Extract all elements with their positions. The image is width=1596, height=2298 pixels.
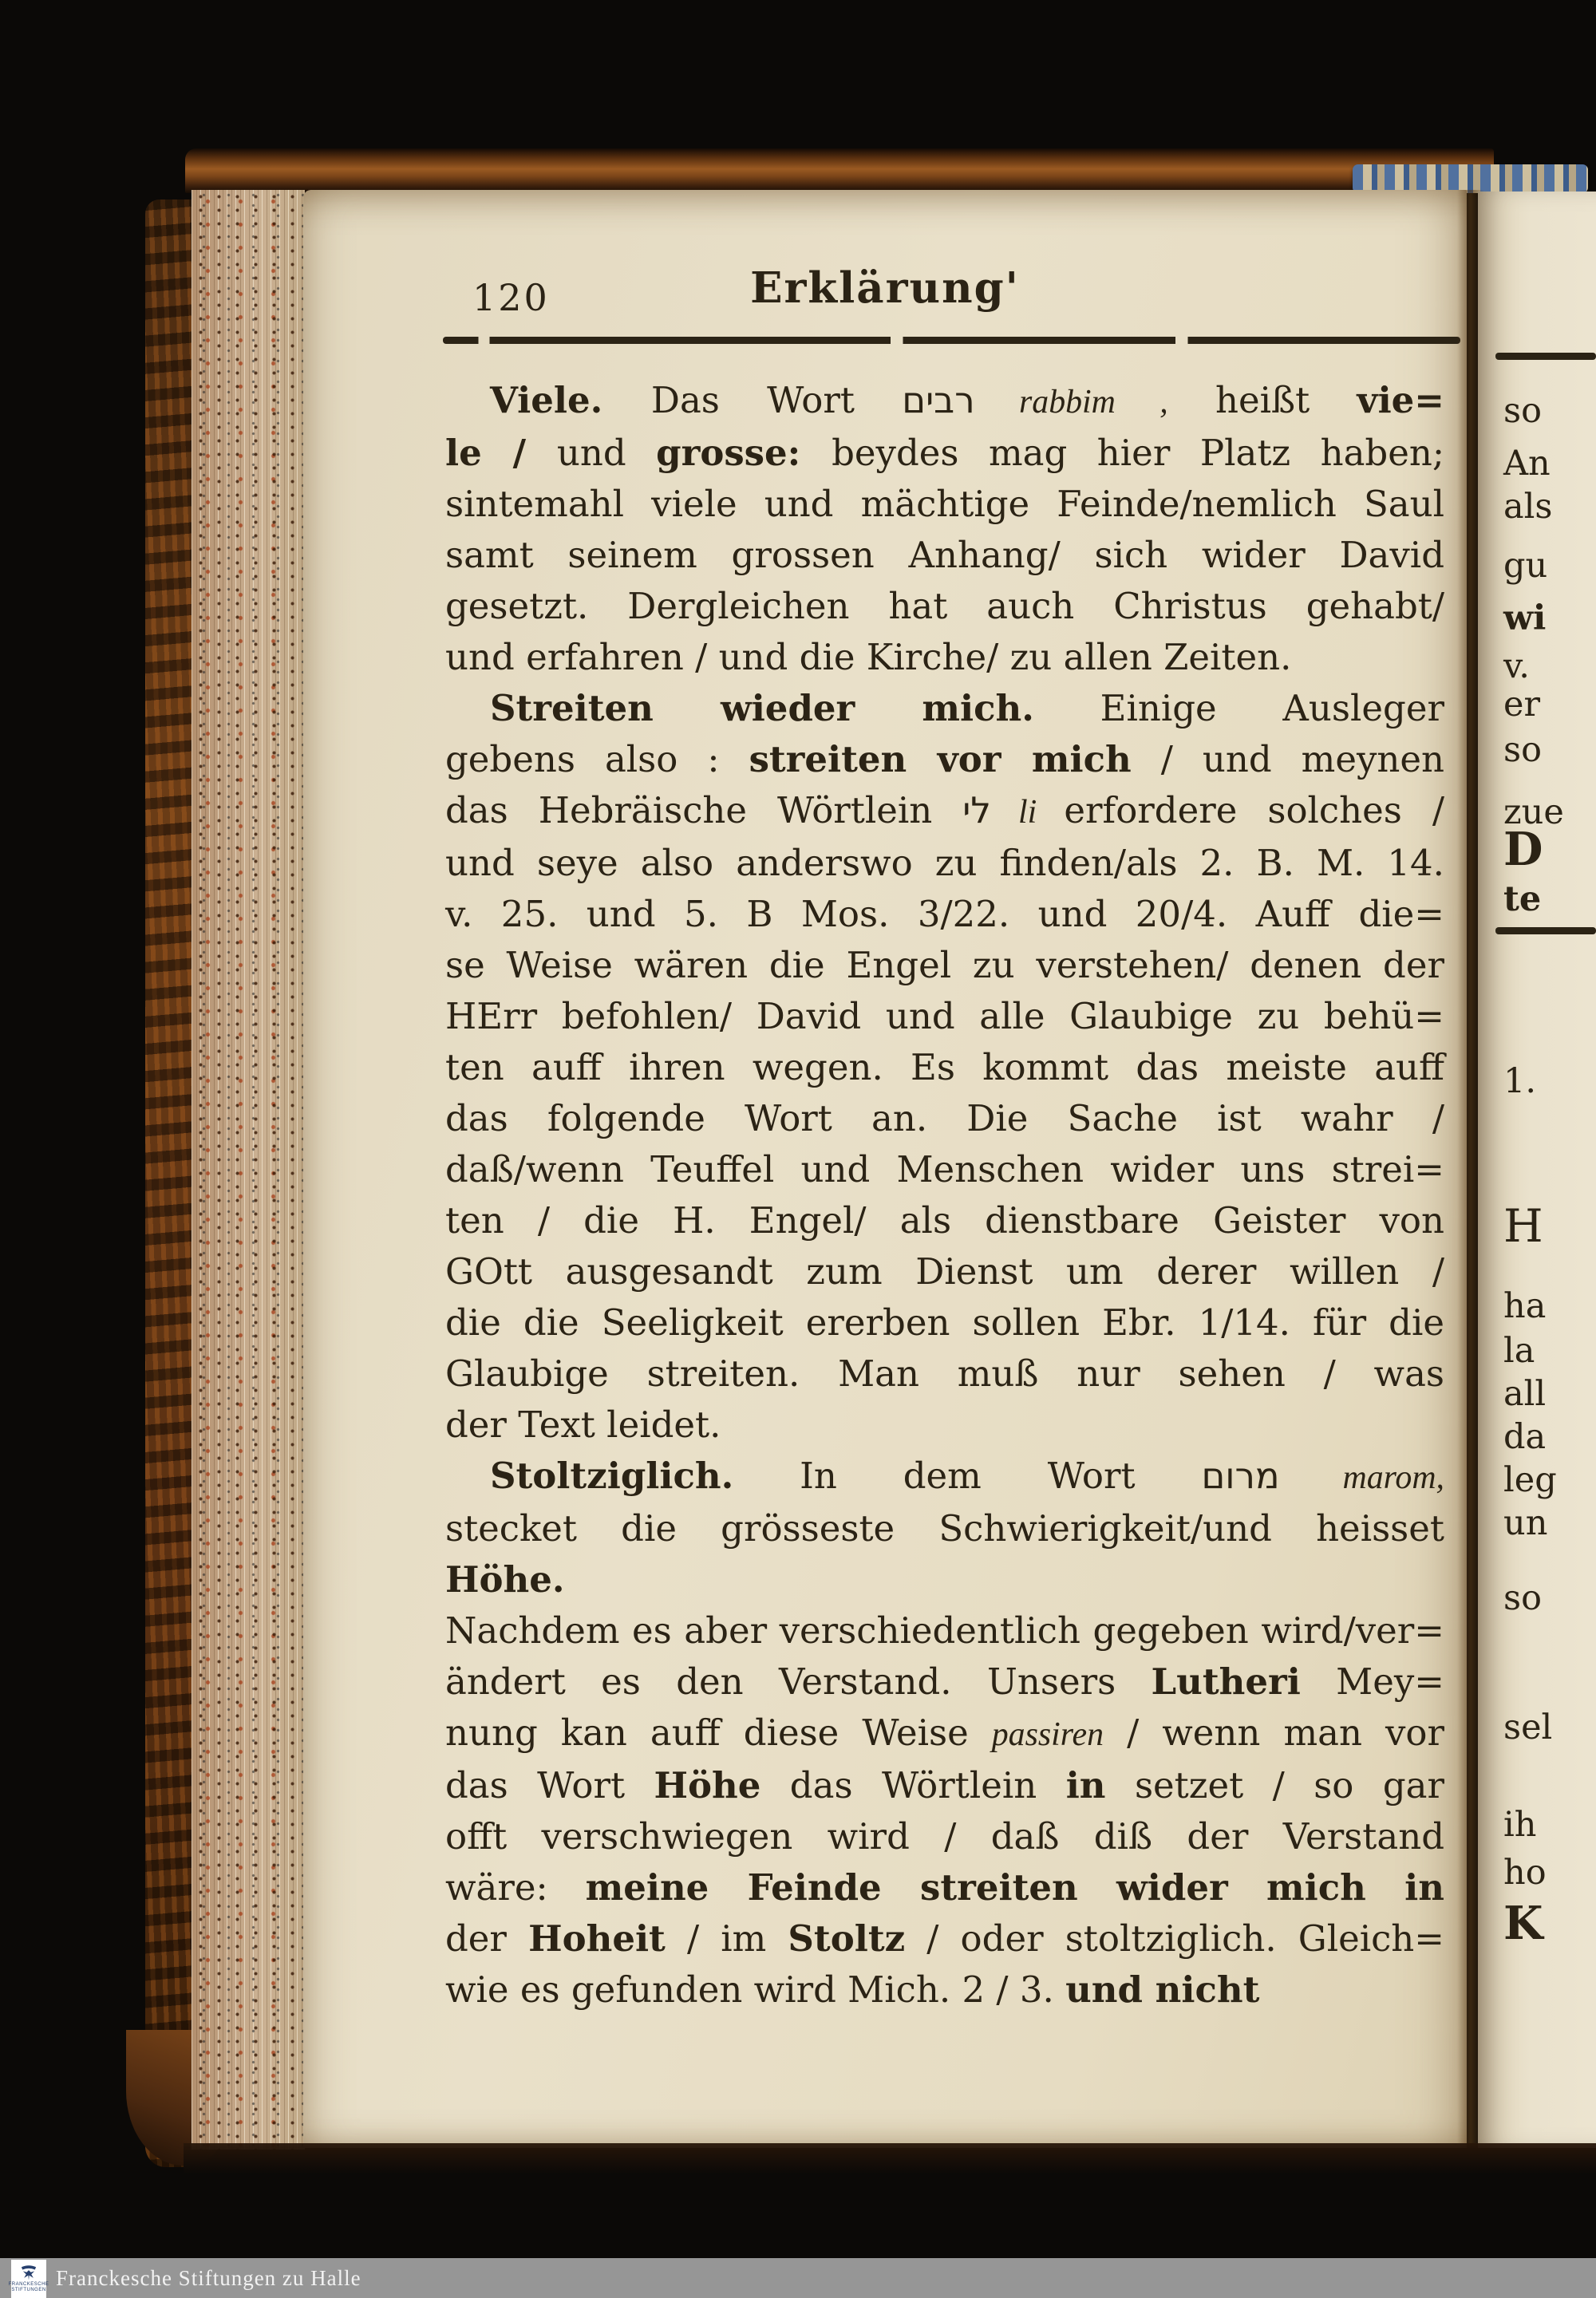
page-bottom-shadow bbox=[184, 2143, 1596, 2185]
text-line bbox=[445, 683, 1444, 734]
text-segment: der bbox=[445, 1917, 529, 1960]
partial-text-fragment: v. bbox=[1503, 646, 1530, 686]
partial-text-fragment: ih bbox=[1503, 1805, 1537, 1845]
text-segment: se Weise wären die Engel zu verstehen/ denen der bbox=[445, 944, 1444, 986]
text-segment: samt seinem grossen Anhang/ sich wider David bbox=[445, 534, 1444, 576]
left-book-page bbox=[303, 190, 1467, 2148]
text-segment: und bbox=[556, 432, 657, 474]
text-line bbox=[445, 838, 1444, 889]
text-line bbox=[445, 1348, 1444, 1400]
text-line bbox=[445, 1246, 1444, 1297]
text-line bbox=[445, 991, 1444, 1042]
text-line bbox=[445, 1503, 1444, 1605]
leather-cover-edge bbox=[145, 199, 193, 2167]
partial-text-fragment: wi bbox=[1503, 598, 1547, 638]
text-line bbox=[445, 1093, 1444, 1144]
library-watermark-bar bbox=[0, 2258, 1596, 2298]
text-line bbox=[445, 785, 1444, 838]
page-number: 120 bbox=[472, 276, 550, 319]
text-line bbox=[445, 1862, 1444, 1913]
text-segment: streiten vor mich bbox=[749, 738, 1132, 780]
partial-text-fragment: ho bbox=[1503, 1853, 1547, 1893]
text-segment: heißt bbox=[1167, 379, 1357, 421]
text-segment: Stoltz bbox=[788, 1917, 906, 1960]
text-line bbox=[445, 375, 1444, 428]
text-segment: in bbox=[1065, 1764, 1106, 1806]
text-segment: Mey= bbox=[1300, 1660, 1445, 1703]
logo-text-line1: FRANCKESCHE bbox=[8, 2282, 49, 2287]
text-segment: und erfahren / und die Kirche/ zu allen Zeiten. bbox=[445, 636, 1292, 678]
text-block bbox=[445, 375, 1444, 2016]
partial-text-fragment: als bbox=[1503, 487, 1553, 527]
partial-text-fragment: leg bbox=[1503, 1460, 1557, 1500]
text-segment: Das Wort bbox=[650, 379, 903, 421]
text-line bbox=[445, 1708, 1444, 1760]
partial-text-fragment: un bbox=[1503, 1503, 1548, 1543]
text-line bbox=[445, 1144, 1444, 1195]
partial-text-fragment: so bbox=[1503, 730, 1542, 770]
text-line bbox=[445, 1400, 1444, 1451]
hebrew-word: מרום bbox=[1201, 1455, 1280, 1497]
partial-text-fragment: An bbox=[1503, 444, 1551, 484]
text-line bbox=[445, 1605, 1444, 1656]
text-line bbox=[445, 889, 1444, 940]
text-segment: wie es gefunden wird Mich. 2 / 3. bbox=[445, 1968, 1066, 2011]
headband bbox=[1353, 164, 1588, 193]
text-segment: / und meynen bbox=[1131, 738, 1444, 780]
partial-text-fragment: gu bbox=[1503, 546, 1548, 586]
text-line bbox=[445, 1042, 1444, 1093]
right-facing-page-sliver bbox=[1478, 192, 1596, 2148]
text-segment: Stoltziglich. bbox=[490, 1455, 734, 1497]
text-segment: meine Feinde streiten wider mich in bbox=[585, 1866, 1444, 1909]
text-line bbox=[445, 1760, 1444, 1811]
text-segment: stecket die grösseste Schwierigkeit/und heisset bbox=[445, 1507, 1444, 1550]
hebrew-word: לי bbox=[962, 789, 991, 831]
partial-text-fragment: so bbox=[1503, 1578, 1542, 1618]
text-segment: das Wort bbox=[445, 1764, 654, 1806]
text-segment: das folgende Wort an. Die Sache ist wahr / bbox=[445, 1097, 1444, 1139]
text-segment: Viele. bbox=[490, 379, 651, 421]
text-line bbox=[445, 734, 1444, 785]
right-page-rule-line bbox=[1495, 353, 1596, 360]
partial-text-fragment: 1. bbox=[1503, 1061, 1537, 1101]
text-line bbox=[445, 1913, 1444, 1964]
francke-foundations-eagle-icon bbox=[18, 2265, 39, 2281]
text-segment: gesetzt. Dergleichen hat auch Christus gehabt/ bbox=[445, 585, 1444, 627]
running-header-title: Erklärung' bbox=[750, 263, 1020, 313]
partial-text-fragment: zue bbox=[1503, 792, 1564, 832]
text-segment: Höhe bbox=[654, 1764, 761, 1806]
text-segment: erfordere solches / bbox=[1064, 789, 1444, 831]
right-page-rule-line bbox=[1495, 927, 1596, 934]
partial-text-fragment: K bbox=[1503, 1897, 1543, 1950]
text-line bbox=[445, 1451, 1444, 1503]
text-segment: gebens also : bbox=[445, 738, 749, 780]
partial-text-fragment: H bbox=[1503, 1200, 1543, 1253]
text-segment: das Wörtlein bbox=[760, 1764, 1066, 1806]
text-segment: beydes mag hier Platz haben; bbox=[832, 432, 1445, 474]
text-segment: Nachdem es aber verschiedentlich gegeben wird/ver= bbox=[445, 1609, 1444, 1652]
text-line bbox=[445, 940, 1444, 991]
text-segment: die die Seeligkeit ererben sollen Ebr. 1/14. für die bbox=[445, 1301, 1444, 1344]
hebrew-word: רבים bbox=[902, 379, 975, 421]
text-line bbox=[445, 479, 1444, 530]
text-line bbox=[445, 530, 1444, 581]
partial-text-fragment: all bbox=[1503, 1374, 1547, 1414]
text-segment: Lutheri bbox=[1151, 1660, 1301, 1703]
text-segment: Streiten wieder mich. bbox=[490, 687, 1034, 729]
logo-text-line2: STIFTUNGEN bbox=[11, 2288, 46, 2292]
text-segment: Höhe. bbox=[445, 1558, 565, 1601]
partial-text-fragment: te bbox=[1503, 879, 1542, 919]
partial-text-fragment: so bbox=[1503, 391, 1542, 431]
partial-text-fragment: da bbox=[1503, 1417, 1547, 1457]
text-segment: ten auff ihren wegen. Es kommt das meiste auff bbox=[445, 1046, 1444, 1088]
text-line bbox=[445, 1195, 1444, 1246]
text-segment: der Text leidet. bbox=[445, 1404, 721, 1446]
text-segment: GOtt ausgesandt zum Dienst um derer willen / bbox=[445, 1250, 1444, 1293]
text-segment: In dem Wort bbox=[733, 1455, 1202, 1497]
book-top-edge bbox=[185, 148, 1494, 193]
text-segment: rabbim , bbox=[974, 384, 1168, 421]
text-segment: Hoheit bbox=[528, 1917, 666, 1960]
library-logo bbox=[8, 2260, 49, 2298]
page-stack-fore-edge bbox=[192, 190, 305, 2150]
text-line bbox=[445, 1811, 1444, 1862]
text-segment: grosse: bbox=[656, 432, 832, 474]
text-segment: marom, bbox=[1279, 1459, 1445, 1496]
text-segment: Glaubige streiten. Man muß nur sehen / was bbox=[445, 1352, 1444, 1395]
text-line bbox=[445, 632, 1444, 683]
partial-text-fragment: la bbox=[1503, 1331, 1535, 1371]
text-segment: das Hebräische Wörtlein bbox=[445, 789, 963, 831]
partial-text-fragment: ha bbox=[1503, 1286, 1547, 1326]
header-rule-line bbox=[443, 337, 1460, 344]
text-segment: und nicht bbox=[1065, 1968, 1260, 2011]
text-segment: passiren bbox=[991, 1716, 1104, 1753]
text-line bbox=[445, 1297, 1444, 1348]
text-segment: und seye also anderswo zu finden/als 2. B. M. 14. bbox=[445, 842, 1444, 884]
text-segment: / im bbox=[665, 1917, 788, 1960]
partial-text-fragment: sel bbox=[1503, 1708, 1553, 1747]
text-segment: setzet / so gar bbox=[1105, 1764, 1444, 1806]
text-line bbox=[445, 1656, 1444, 1708]
text-segment: daß/wenn Teuffel und Menschen wider uns strei= bbox=[445, 1148, 1444, 1190]
text-segment: li bbox=[990, 794, 1065, 831]
text-segment: HErr befohlen/ David und alle Glaubige zu behü= bbox=[445, 995, 1444, 1037]
text-segment: offt verschwiegen wird / daß diß der Verstand bbox=[445, 1815, 1444, 1858]
text-segment: Einige Ausleger bbox=[1033, 687, 1444, 729]
leather-texture bbox=[145, 199, 193, 2167]
text-segment: wäre: bbox=[445, 1866, 586, 1909]
partial-text-fragment: D bbox=[1503, 823, 1543, 876]
text-segment: / wenn man vor bbox=[1104, 1712, 1444, 1754]
text-line bbox=[445, 581, 1444, 632]
text-segment: sintemahl viele und mächtige Feinde/nemlich Saul bbox=[445, 483, 1444, 525]
text-segment: ten / die H. Engel/ als dienstbare Geister von bbox=[445, 1199, 1444, 1242]
watermark-label: Franckesche Stiftungen zu Halle bbox=[56, 2266, 361, 2290]
text-line bbox=[445, 428, 1444, 479]
text-segment: v. 25. und 5. B Mos. 3/22. und 20/4. Auff die= bbox=[445, 893, 1444, 935]
text-segment: vie= bbox=[1357, 379, 1444, 421]
text-segment: le / bbox=[445, 432, 557, 474]
text-segment: nung kan auff diese Weise bbox=[445, 1712, 992, 1754]
partial-text-fragment: er bbox=[1503, 685, 1541, 725]
text-line bbox=[445, 1964, 1444, 2016]
text-segment: ändert es den Verstand. Unsers bbox=[445, 1660, 1152, 1703]
text-segment: / oder stoltziglich. Gleich= bbox=[905, 1917, 1444, 1960]
